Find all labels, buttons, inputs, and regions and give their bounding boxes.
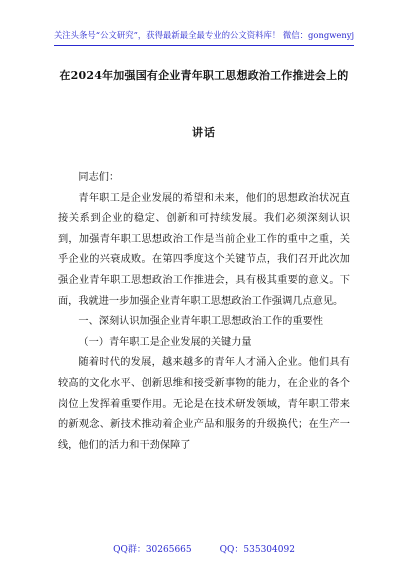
header-divider <box>54 45 354 46</box>
document-title-continued: 讲话 <box>192 126 216 139</box>
document-body <box>58 168 350 456</box>
paragraph: 青年职工是企业发展的希望和未来，他们的思想政治状况直接关系到企业的稳定、创新和可持续发展。我们必须深刻认识到，加强青年职工思想政治工作是当前企业工作的重中之重，关乎企业的兴衰成败。在第四季度这个关键节点，我们召开此次加强企业青年职工思想政治工作推进会，具有极其重要的意义。下面，我就进一步加强企业青年职工思想政治工作强调几点意见。 <box>58 192 350 307</box>
section-heading: 一、深刻认识加强企业青年职工思想政治工作的重要性 <box>78 316 323 328</box>
footer-qq-group: QQ群：30265665 <box>113 545 192 555</box>
header-promo-note: 关注头条号“公文研究”，获得最新最全最专业的公文资料库！ 微信：gongwenyj <box>53 30 355 40</box>
paragraph: 随着时代的发展，越来越多的青年人才涌入企业。他们具有较高的文化水平、创新思维和接受新事物的能力，在企业的各个岗位上发挥着重要作用。无论是在技术研发领域，青年职工带来的新观念、新技术推动着企业产品和服务的升级换代；在生产一线，他们的活力和干劲保障了 <box>58 357 350 451</box>
salutation: 同志们： <box>78 172 120 183</box>
footer-contact <box>0 542 408 555</box>
footer-qq: QQ：535304092 <box>219 545 295 555</box>
subsection-heading: （一）青年职工是企业发展的关键力量 <box>78 336 252 348</box>
document-title: 在2024年加强国有企业青年职工思想政治工作推进会上的 <box>59 69 349 82</box>
